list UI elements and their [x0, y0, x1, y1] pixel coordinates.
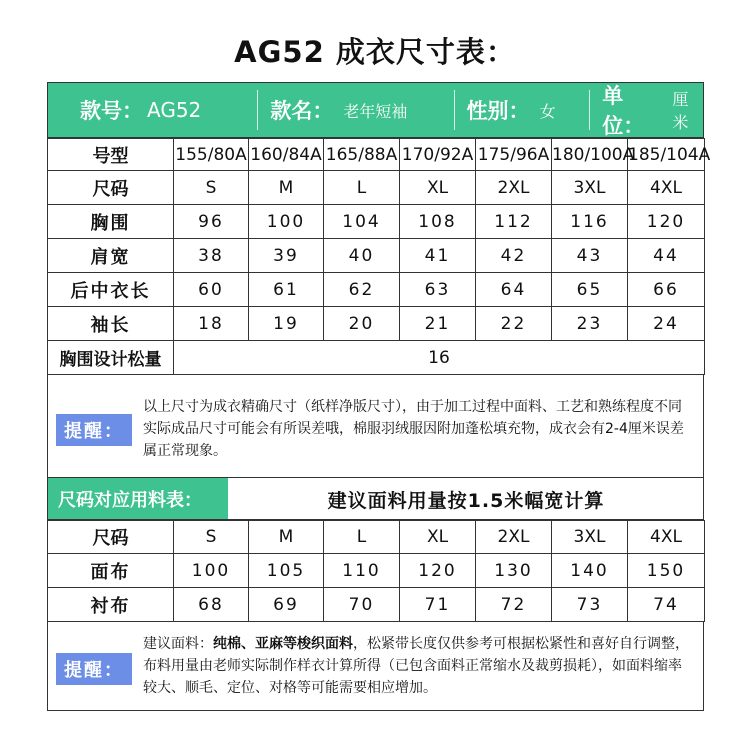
row-label: 衬布	[48, 588, 174, 622]
cell: 120	[400, 554, 476, 588]
fabric-tab: 尺码对应用料表：	[48, 478, 228, 519]
row-label: 胸围	[48, 205, 174, 239]
reminder-text: 以上尺寸为成衣精确尺寸（纸样净版尺寸），由于加工过程中面料、工艺和熟练程度不同实际成品尺寸可能会有所误差哦，棉服羽绒服因附加蓬松填充物，成衣会有2-4厘米误差属正常现象。	[143, 399, 684, 459]
table-row	[48, 139, 705, 171]
row-label: 尺码	[48, 521, 174, 554]
cell: 64	[476, 273, 552, 307]
gender-value: 女	[539, 101, 556, 121]
cell: 155/80A	[174, 139, 249, 171]
cell: 40	[324, 239, 400, 273]
cell: S	[174, 521, 249, 554]
fabric-advice: 建议面料用量按1.5米幅宽计算	[327, 490, 605, 512]
cell: 180/100A	[552, 139, 628, 171]
reminder-badge: 提醒：	[56, 414, 132, 446]
cell: 2XL	[476, 171, 552, 205]
cell: 44	[628, 239, 705, 273]
style-no	[48, 83, 257, 137]
style-name	[258, 83, 453, 137]
reminder-badge-2: 提醒：	[56, 653, 132, 685]
style-name-label: 款名：	[270, 99, 334, 123]
fabric-header	[47, 478, 704, 520]
cell: 24	[628, 307, 705, 341]
row-label: 尺码	[48, 171, 174, 205]
table-row	[48, 554, 705, 588]
table-row	[48, 307, 705, 341]
cell: 100	[174, 554, 249, 588]
cell: 96	[174, 205, 249, 239]
row-label: 面布	[48, 554, 174, 588]
unit-value: 厘米	[672, 90, 689, 132]
cell: 68	[174, 588, 249, 622]
cell: XL	[400, 171, 476, 205]
cell: 41	[400, 239, 476, 273]
cell: 61	[249, 273, 324, 307]
ease-value: 16	[174, 341, 705, 375]
cell: 18	[174, 307, 249, 341]
cell: 69	[249, 588, 324, 622]
style-no-value: AG52	[147, 98, 202, 122]
cell: 65	[552, 273, 628, 307]
cell: 108	[400, 205, 476, 239]
cell: 3XL	[552, 171, 628, 205]
cell: M	[249, 521, 324, 554]
cell: 120	[628, 205, 705, 239]
cell: 4XL	[628, 171, 705, 205]
style-name-value: 老年短袖	[343, 101, 408, 121]
cell: 116	[552, 205, 628, 239]
cell: 42	[476, 239, 552, 273]
cell: 23	[552, 307, 628, 341]
reminder-text-2	[143, 633, 691, 699]
cell: 175/96A	[476, 139, 552, 171]
reminder-box	[47, 374, 704, 478]
cell: 104	[324, 205, 400, 239]
cell: 43	[552, 239, 628, 273]
row-label: 号型	[48, 139, 174, 171]
divider	[257, 90, 258, 130]
gender	[455, 83, 590, 137]
table-row	[48, 205, 705, 239]
cell: 22	[476, 307, 552, 341]
row-label: 肩宽	[48, 239, 174, 273]
style-no-label: 款号：	[80, 99, 143, 123]
divider	[589, 90, 590, 130]
cell: 3XL	[552, 521, 628, 554]
table-row	[48, 521, 705, 554]
reminder-prefix: 建议面料：	[143, 636, 213, 652]
cell: L	[324, 171, 400, 205]
cell: 63	[400, 273, 476, 307]
cell: 20	[324, 307, 400, 341]
cell: 66	[628, 273, 705, 307]
row-label: 袖长	[48, 307, 174, 341]
unit	[590, 83, 703, 137]
divider	[454, 90, 455, 130]
cell: 110	[324, 554, 400, 588]
table-row	[48, 273, 705, 307]
table-row	[48, 171, 705, 205]
cell: 70	[324, 588, 400, 622]
cell: 160/84A	[249, 139, 324, 171]
cell: XL	[400, 521, 476, 554]
fabric-table	[47, 520, 705, 622]
page-title: AG52 成衣尺寸表：	[234, 35, 516, 69]
cell: 19	[249, 307, 324, 341]
cell: 21	[400, 307, 476, 341]
cell: 105	[249, 554, 324, 588]
reminder-bold: 纯棉、亚麻等梭织面料	[213, 636, 353, 652]
cell: 73	[552, 588, 628, 622]
cell: S	[174, 171, 249, 205]
cell: 140	[552, 554, 628, 588]
cell: 39	[249, 239, 324, 273]
cell: 165/88A	[324, 139, 400, 171]
cell: 71	[400, 588, 476, 622]
unit-label: 单位：	[602, 84, 645, 138]
cell: 185/104A	[628, 139, 705, 171]
reminder-box-2	[47, 621, 704, 711]
cell: 62	[324, 273, 400, 307]
table-row	[48, 588, 705, 622]
cell: 150	[628, 554, 705, 588]
cell: 38	[174, 239, 249, 273]
cell: M	[249, 171, 324, 205]
cell: 130	[476, 554, 552, 588]
size-table	[47, 138, 711, 375]
ease-label: 胸围设计松量	[48, 341, 174, 375]
reminder-rest: ，松紧带长度仅供参考可根据松紧性和喜好自行调整，布料用量由老师实际制作样衣计算所得（已包含面料正常缩水及裁剪损耗），如面料缩率较大、顺毛、定位、对格等可能需要相应增加。	[143, 636, 689, 696]
table-row	[48, 239, 705, 273]
table-row	[48, 341, 705, 375]
cell: 72	[476, 588, 552, 622]
cell: 112	[476, 205, 552, 239]
cell: 60	[174, 273, 249, 307]
cell: 100	[249, 205, 324, 239]
cell: 74	[628, 588, 705, 622]
cell: 2XL	[476, 521, 552, 554]
row-label: 后中衣长	[48, 273, 174, 307]
gender-label: 性别：	[466, 99, 530, 123]
info-bar	[47, 82, 704, 138]
cell: L	[324, 521, 400, 554]
cell: 170/92A	[400, 139, 476, 171]
cell: 4XL	[628, 521, 705, 554]
